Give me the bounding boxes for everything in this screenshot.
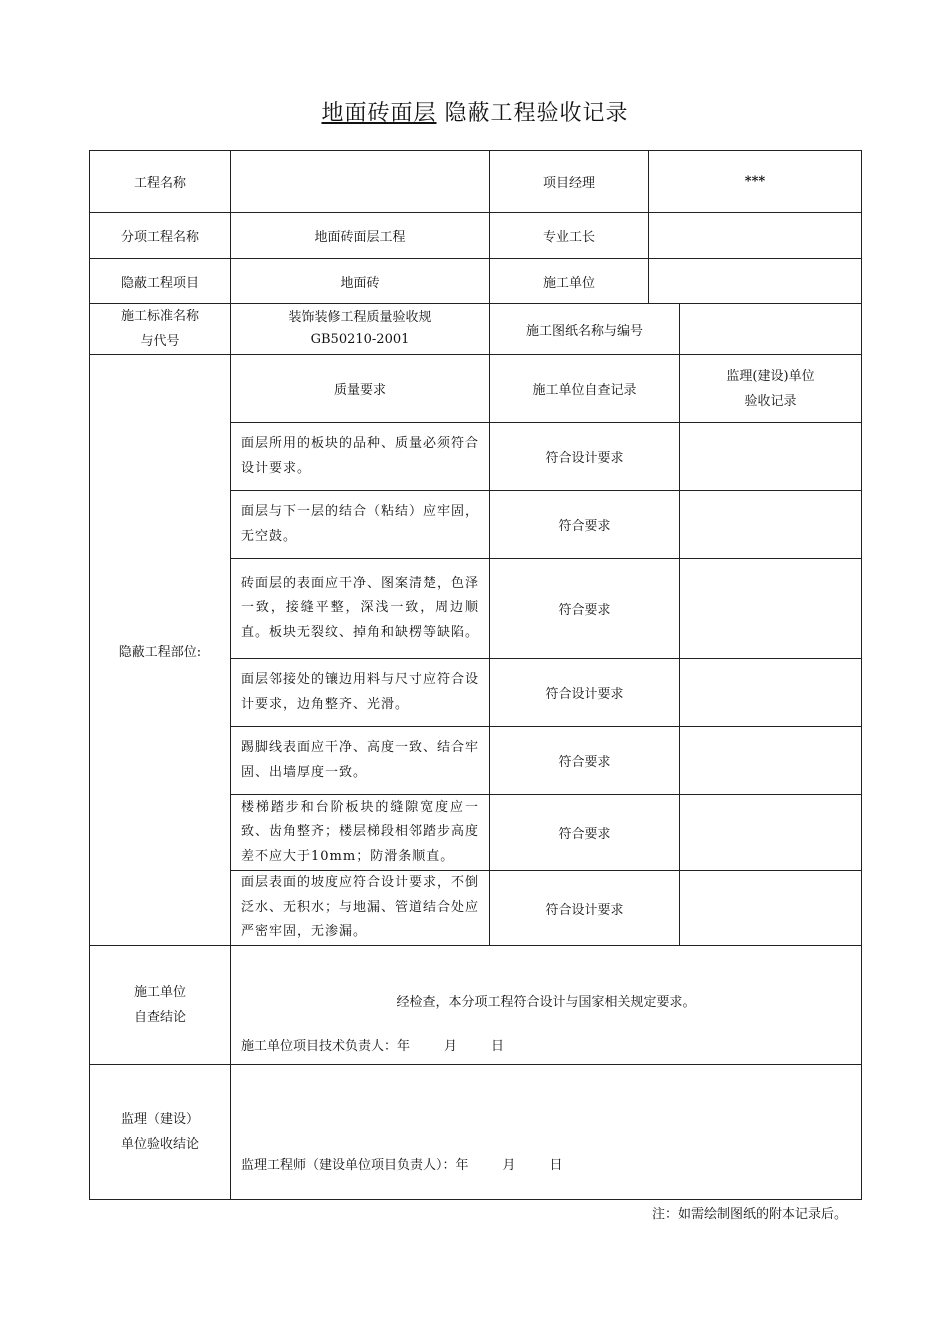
supervise-conclusion-month: 月	[502, 1158, 516, 1173]
hidden-item-value: 地面砖	[231, 259, 490, 304]
self-conclusion-sign-label: 施工单位项目技术负责人：年	[241, 1039, 411, 1054]
construction-unit-label: 施工单位	[490, 259, 649, 304]
self-check-2: 符合要求	[490, 491, 680, 559]
supervise-record-2	[680, 491, 862, 559]
pm-label: 项目经理	[490, 151, 649, 213]
self-check-7: 符合设计要求	[490, 871, 680, 946]
supervise-record-4	[680, 659, 862, 727]
supervise-conclusion-signature	[241, 1154, 563, 1173]
quality-requirement-5: 踢脚线表面应干净、高度一致、结合牢固、出墙厚度一致。	[231, 727, 490, 795]
project-name-label: 工程名称	[90, 151, 231, 213]
self-conclusion-signature	[241, 1035, 504, 1054]
self-check-3: 符合要求	[490, 559, 680, 659]
sub-project-value: 地面砖面层工程	[231, 213, 490, 259]
self-conclusion-label	[90, 946, 231, 1065]
foreman-value	[649, 213, 862, 259]
supervise-record-7	[680, 871, 862, 946]
foreman-label: 专业工长	[490, 213, 649, 259]
sub-project-label: 分项工程名称	[90, 213, 231, 259]
quality-requirement-3: 砖面层的表面应干净、图案清楚，色泽一致，接缝平整，深浅一致，周边顺直。板块无裂纹、掉角和缺楞等缺陷。	[231, 559, 490, 659]
self-conclusion-text: 经检查，本分项工程符合设计与国家相关规定要求。	[396, 995, 696, 1010]
hidden-item-label: 隐蔽工程项目	[90, 259, 231, 304]
self-check-6: 符合要求	[490, 795, 680, 871]
construction-unit-value	[649, 259, 862, 304]
drawing-label: 施工图纸名称与编号	[490, 304, 680, 355]
supervise-record-6	[680, 795, 862, 871]
quality-requirement-4: 面层邻接处的镶边用料与尺寸应符合设计要求，边角整齐、光滑。	[231, 659, 490, 727]
self-conclusion-cell	[231, 946, 862, 1065]
col-supervise-line1: 监理(建设)单位	[726, 368, 815, 384]
pm-value: ***	[649, 151, 862, 213]
supervise-conclusion-day: 日	[549, 1158, 563, 1173]
acceptance-form-table	[89, 150, 862, 1200]
hidden-part-label: 隐蔽工程部位:	[90, 355, 231, 946]
col-supervise-line2: 验收记录	[744, 393, 797, 409]
self-conclusion-label-line2: 自查结论	[133, 1010, 186, 1025]
col-quality-header: 质量要求	[231, 355, 490, 423]
quality-requirement-2: 面层与下一层的结合（粘结）应牢固，无空鼓。	[231, 491, 490, 559]
page-title	[0, 96, 950, 127]
standard-value-line1: 装饰装修工程质量验收规	[288, 310, 432, 325]
self-conclusion-day: 日	[491, 1039, 505, 1054]
title-underlined: 地面砖面层	[321, 101, 437, 126]
self-check-1: 符合设计要求	[490, 423, 680, 491]
drawing-value	[680, 304, 862, 355]
standard-value-line2: GB50210-2001	[310, 332, 410, 347]
footnote: 注：如需绘制图纸的附本记录后。	[651, 1207, 847, 1222]
supervise-conclusion-label-line2: 单位验收结论	[120, 1137, 199, 1152]
supervise-conclusion-cell	[231, 1065, 862, 1200]
supervise-record-5	[680, 727, 862, 795]
supervise-record-3	[680, 559, 862, 659]
self-conclusion-label-line1: 施工单位	[133, 985, 186, 1000]
supervise-conclusion-label-line1: 监理（建设）	[120, 1112, 199, 1127]
standard-label	[90, 304, 231, 355]
title-rest: 隐蔽工程验收记录	[436, 101, 629, 126]
standard-label-line1: 施工标准名称	[120, 309, 199, 324]
quality-requirement-6: 楼梯踏步和台阶板块的缝隙宽度应一致、齿角整齐；楼层梯段相邻踏步高度差不应大于10mm；防滑条顺直。	[231, 795, 490, 871]
col-supervise-header	[680, 355, 862, 423]
project-name-value	[231, 151, 490, 213]
supervise-record-1	[680, 423, 862, 491]
standard-label-line2: 与代号	[140, 334, 180, 349]
self-check-5: 符合要求	[490, 727, 680, 795]
quality-requirement-1: 面层所用的板块的品种、质量必须符合设计要求。	[231, 423, 490, 491]
standard-value	[231, 304, 490, 355]
supervise-conclusion-sign-label: 监理工程师（建设单位项目负责人）：年	[241, 1158, 469, 1173]
self-conclusion-month: 月	[444, 1039, 458, 1054]
self-check-4: 符合设计要求	[490, 659, 680, 727]
col-self-check-header: 施工单位自查记录	[490, 355, 680, 423]
supervise-conclusion-label	[90, 1065, 231, 1200]
quality-requirement-7: 面层表面的坡度应符合设计要求，不倒泛水、无积水；与地漏、管道结合处应严密牢固，无渗漏。	[231, 871, 490, 946]
